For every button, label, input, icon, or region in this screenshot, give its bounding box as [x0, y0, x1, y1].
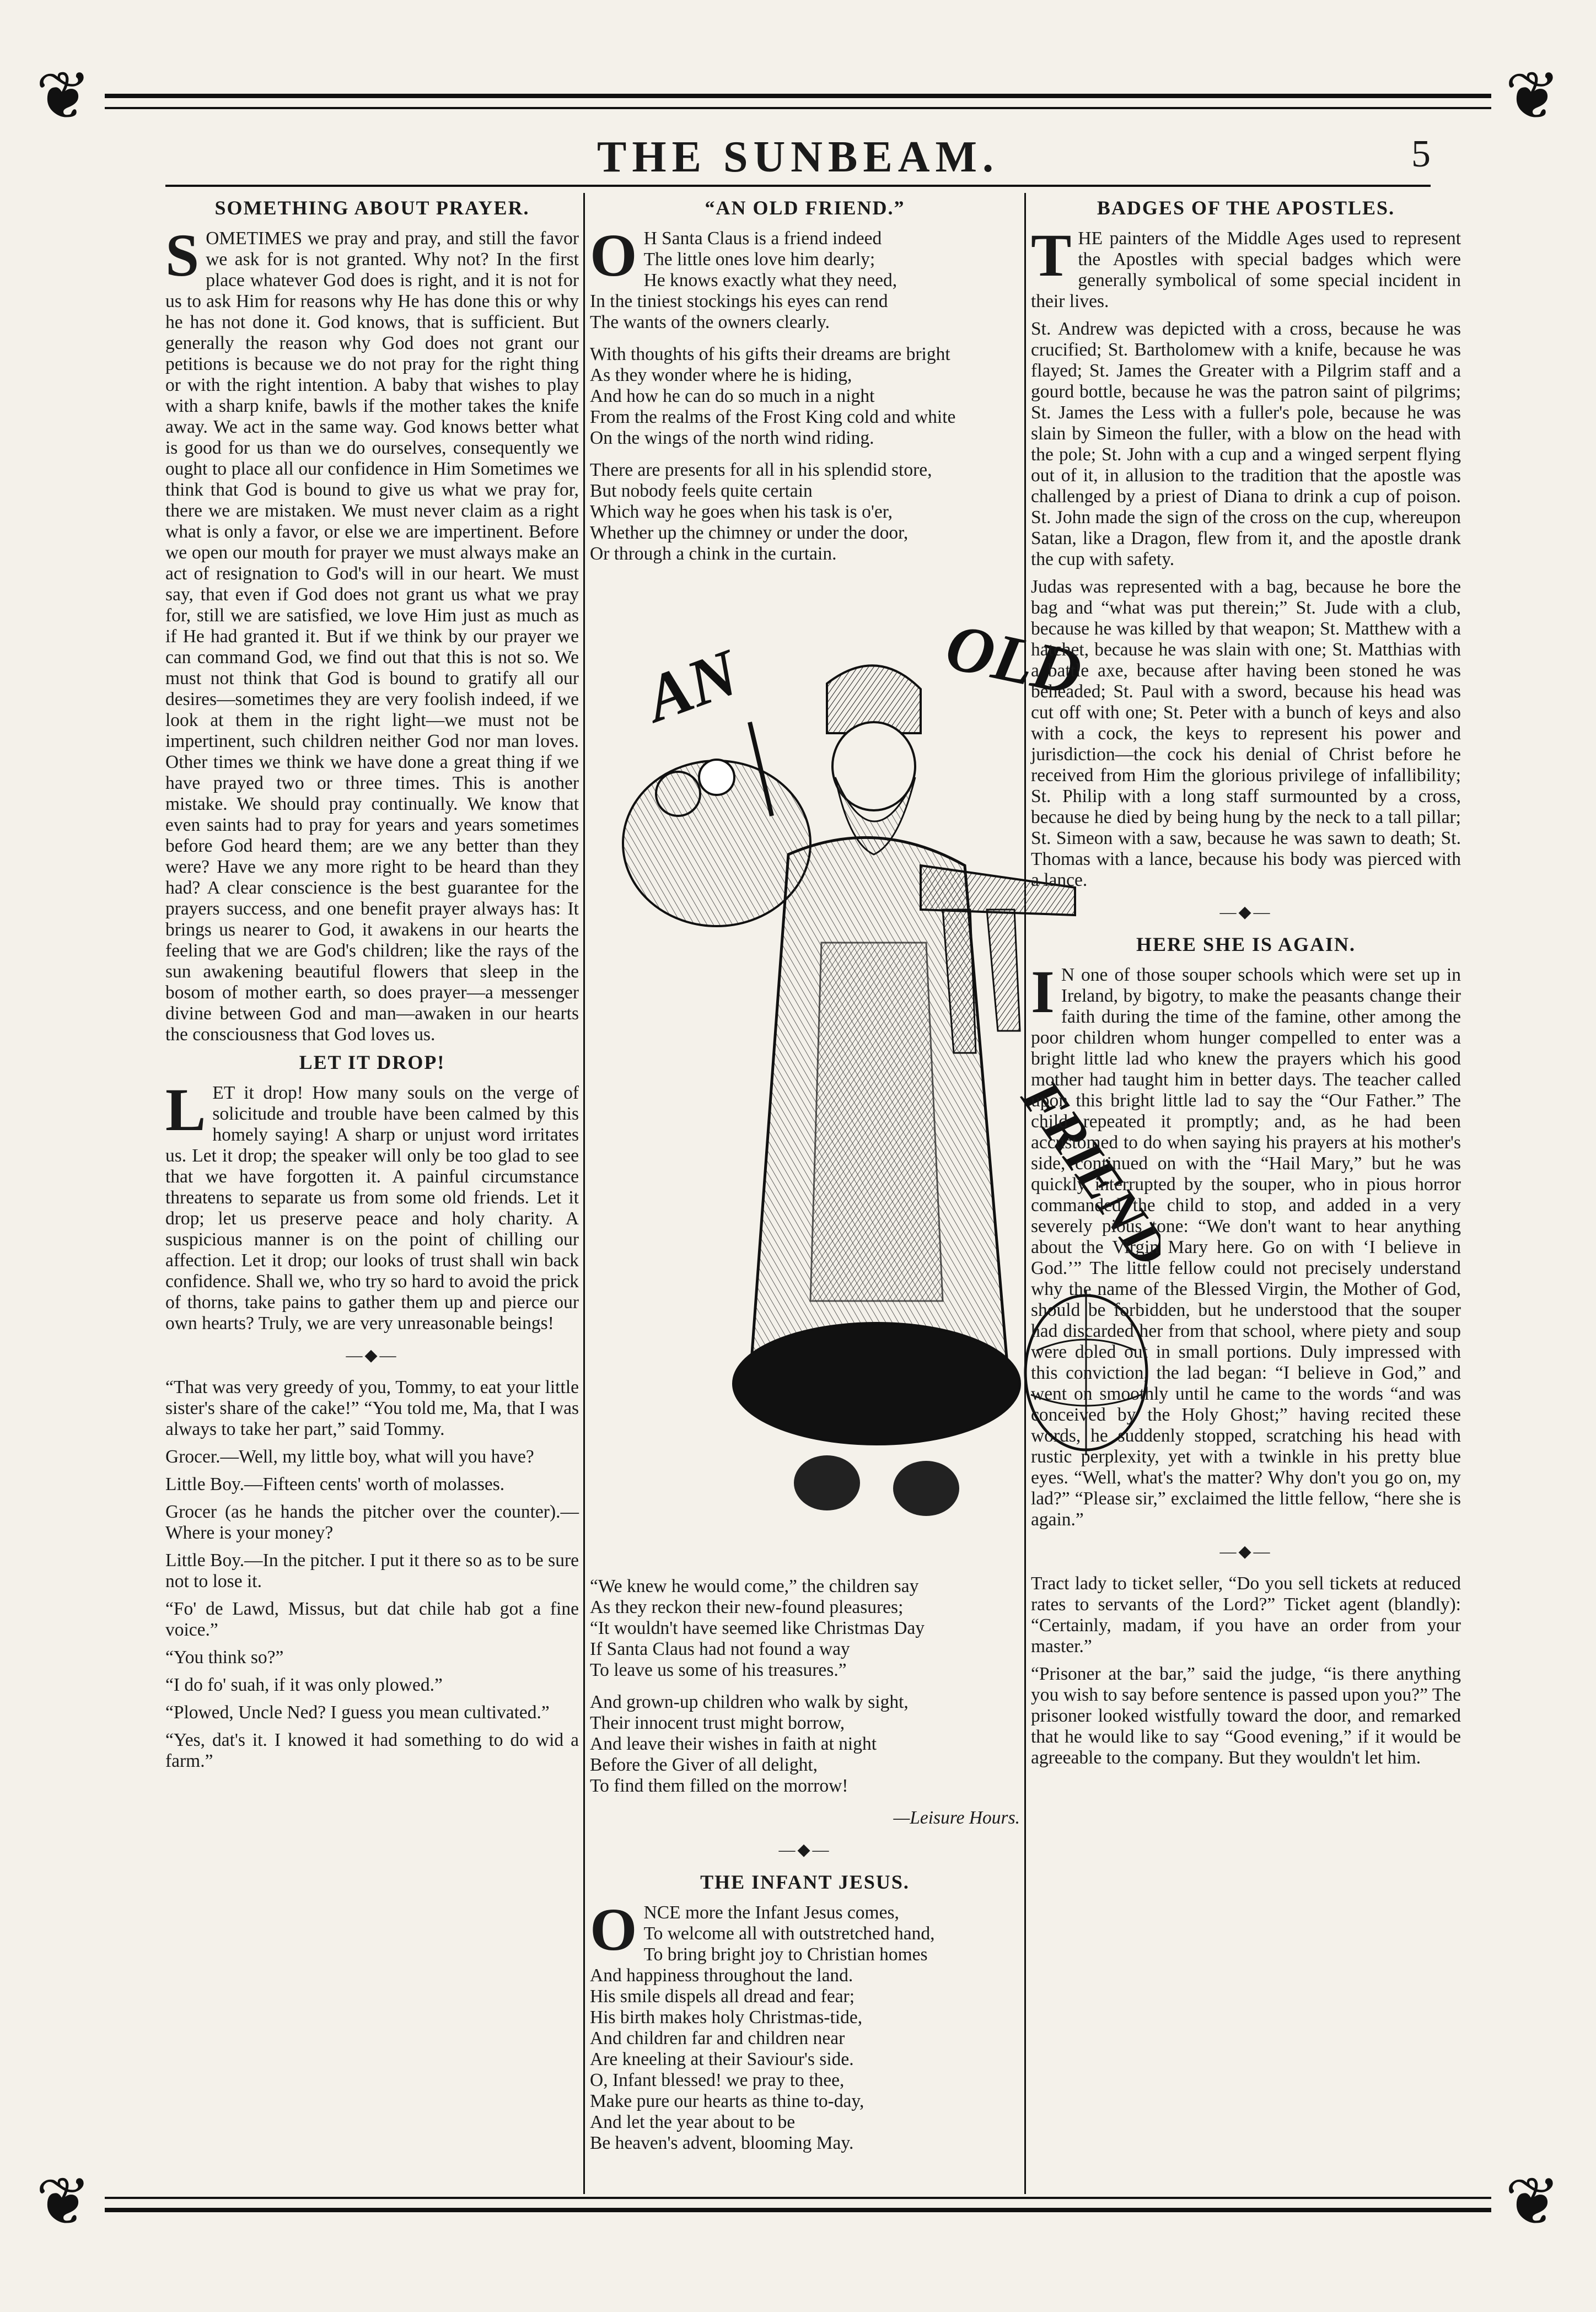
- column-divider: [583, 193, 585, 2194]
- joke-paragraph: “Plowed, Uncle Ned? I guess you mean cultivated.”: [165, 1702, 550, 1723]
- joke-paragraph: “That was very greedy of you, Tommy, to eat your little sister's share of the cake!” “You told me, Ma, that I was always to take her part,” said Tommy.: [165, 1377, 579, 1439]
- article-body: [165, 1076, 579, 1334]
- article-text: N one of those souper schools which were set up in Ireland, by bigotry, to make the peasants change their faith during the time of the famine, other among the poor children whom hunger compelled to enter was a bright little lad who knew the prayers which his good mother had taught him in better days. The teacher called upon this bright little lad to say the “Our Father.” The child repeated it promptly; and, as he had been accustomed to do when saying his prayers at his mother's side, continued on with the “Hail Mary,” but he was quickly interrupted by the souper, who in pious horror commanded the child to stop, and added in a very severely pious tone: “We don't want to hear anything about the Virgin Mary here. Go on with ‘I believe in God.’” The little fellow could not precisely understand why the name of the Blessed Virgin, the Mother of God, should be forbidden, but he understood that the souper had discarded her from that school, where piety and soup were doled out in small portions. Duly impressed with this conviction, the lad began: “I believe in God,” and went on smoothly until he came to the words “and was conceived by the Holy Ghost;” having recited these words, he suddenly stopped, scratching his head with rustic perplexity, yet with a twinkle in his pretty blue eyes. “Well, what's the matter? Why don't you go on, my lad?” “Please sir,” exclaimed the little fellow, “here she is again.”: [1031, 965, 1461, 1530]
- article-body: St. Andrew was depicted with a cross, because he was crucified; St. Bartholomew with a knife, because he was flayed; St. James the Greater with a Pilgrim staff and a gourd bottle, because he was the patron saint of pilgrims; St. James the Less with a fuller's pole, because he was slain by Simeon the fuller, with a blow on the head with the pole; St. John with a cup and a winged serpent flying out of it, in allusion to the tradition that the apostle was challenged by a priest of Diana to drink a cup of poison. St. John made the sign of the cross on the cup, whereupon Satan, like a Dragon, flew from it, and the apostle drank the cup with safety.: [1031, 319, 1461, 569]
- joke-paragraph: Little Boy.—Fifteen cents' worth of molasses.: [165, 1474, 505, 1494]
- drop-cap: L: [165, 1076, 206, 1143]
- drop-cap: O: [590, 1896, 637, 1963]
- poem-credit: —Leisure Hours.: [893, 1808, 1020, 1828]
- article-heading: HERE SHE IS AGAIN.: [1136, 933, 1356, 955]
- joke-paragraph: Grocer.—Well, my little boy, what will you have?: [165, 1447, 534, 1467]
- article-text: HE painters of the Middle Ages used to represent the Apostles with special badges which were generally symbolical of some special incident in their lives.: [1031, 228, 1461, 311]
- poem-heading: THE INFANT JESUS.: [700, 1871, 910, 1893]
- article-text: ET it drop! How many souls on the verge of solicitude and trouble have been calmed by this homely saying! A sharp or unjust word irritates us. Let it drop; the speaker will only be too glad to see that we have forgotten it. A painful circumstance threatens to separate us from some old friends. Let it drop; let us preserve peace and holy charity. A suspicious manner is on the point of chilling our affection. Let it drop; our looks of trust shall win back confidence. Shall we, who try so hard to avoid the prick of thorns, take pains to gather them up and pierce our own hearts? Truly, we are very unreasonable beings!: [165, 1083, 579, 1334]
- poem-text: NCE more the Infant Jesus comes, To welcome all with outstretched hand, To bring bright joy to Christian homes And happiness throughout the land. His smile dispels all dread and fear; His birth makes holy Christmas-tide, And children far and children near Are kneeling at their Saviour's side. O, Infant blessed! we pray to thee, Make pure our hearts as thine to-day, And let the year about to be Be heaven's advent, blooming May.: [590, 1902, 935, 2153]
- page-number: 5: [1411, 133, 1431, 175]
- page-title: THE SUNBEAM.: [597, 133, 999, 181]
- article-body: Judas was represented with a bag, because he bore the bag and “what was put therein;” St. Jude with a club, because he was killed by that weapon; St. Matthew with a hatchet, because he was slain with one; St. Matthias with a battle axe, because after having been stoned he was beheaded; St. Paul with a sword, because his head was cut off with one; St. Peter with a bunch of keys and also with a cock, the keys to represent his power and jurisdiction—the cock his denial of Christ before he received from Him the glorious privilege of infallibility; St. Philip with a long staff surmounted by a cross, because he died by being hung by the neck to a tall pillar; St. Simeon with a saw, because he was sawn to death; St. Thomas with a lance, because his body was pierced with a lance.: [1031, 577, 1461, 890]
- article-heading: BADGES OF THE APOSTLES.: [1097, 197, 1395, 219]
- illustration-lettering: AN: [636, 635, 748, 736]
- joke-paragraph: “Fo' de Lawd, Missus, but dat chile hab got a fine voice.”: [165, 1599, 579, 1640]
- masthead: [165, 132, 1431, 187]
- poem-stanza: “We knew he would come,” the children say As they reckon their new-found pleasures; “It wouldn't have seemed like Christmas Day If Santa Claus had not found a way To leave us some of his treasures.”: [590, 1576, 925, 1680]
- joke-paragraph: “Yes, dat's it. I knowed it had something to do wid a farm.”: [165, 1730, 579, 1771]
- drop-cap: O: [590, 222, 637, 289]
- article-body: [1031, 222, 1461, 312]
- illustration-lettering: OLD: [939, 609, 1088, 709]
- section-divider: ―◆―: [1219, 1542, 1272, 1561]
- section-divider: ―◆―: [1219, 903, 1272, 921]
- article-heading: LET IT DROP!: [299, 1051, 445, 1073]
- poem-stanza: With thoughts of his gifts their dreams are bright As they wonder where he is hiding, And how he can do so much in a night From the realms of the Frost King cold and white On the wings of the north wind riding.: [590, 344, 956, 448]
- article-heading: SOMETHING ABOUT PRAYER.: [214, 197, 530, 219]
- poem-stanza: [590, 1896, 1020, 2154]
- column-left: [165, 193, 579, 2200]
- poem-heading: “AN OLD FRIEND.”: [705, 197, 905, 219]
- joke-paragraph: “Prisoner at the bar,” said the judge, “is there anything you wish to say before sentence is passed upon you?” The prisoner looked wistfully toward the door, and remarked that he would like to say “Good evening,” if it would be agreeable to the company. But they wouldn't let him.: [1031, 1664, 1461, 1768]
- top-border-rule: [105, 94, 1491, 109]
- poem-stanza: [590, 222, 1020, 333]
- section-divider: ―◆―: [778, 1841, 831, 1859]
- corner-ornament-icon: ❦: [1504, 2165, 1561, 2239]
- corner-ornament-icon: ❦: [35, 60, 92, 133]
- corner-ornament-icon: ❦: [1504, 60, 1561, 133]
- illustration-lettering: FRIEND: [1009, 1068, 1160, 1277]
- poem-text: H Santa Claus is a friend indeed The little ones love him dearly; He knows exactly what they need, In the tiniest stockings his eyes can rend The wants of the owners clearly.: [590, 228, 898, 332]
- article-text: OMETIMES we pray and pray, and still the favor we ask for is not granted. Why not? In the first place whatever God does is right, and it is not for us to ask Him for reasons why He has done this or why he has not done it. God knows, that is sufficient. But generally the reason why God does not grant our petitions is because we do not pray for the right thing or with the right intention. A baby that wishes to play with a sharp knife, bawls if the mother takes the knife away. We act in the same way. God knows better what is good for us than we do ourselves, consequently we ought to place all our confidence in Him Sometimes we think that God is bound to give us what we pray for, there we are mistaken. We must never claim as a right what is only a favor, or else we are impertinent. Before we open our mouth for prayer we must always make an act of resignation to God's will in our heart. We must say, that even if God does not grant us what we pray for, still we are satisfied, we love Him just as much as if He had granted it. But if we think by our prayer we can command God, we find out that this is not so. We must not think that God is bound to gratify all our desires—sometimes they are very foolish indeed, if we look at them in the right light—we must not be impertinent, such children neither God nor man loves. Other times we think we have done a great thing if we have prayed two or three times. This is another mistake. We should pray continually. We know that even saints had to pray for years and years sometimes before God heard them; are we any better than they were? Have we any more right to be heard than they had? A clear conscience is the best guarantee for the prayers success, and one benefit prayer always has: It brings us nearer to God, it awakens in our hearts the feeling that we are God's children; like the rays of the sun awakening beautiful flowers that sleep in the bosom of mother earth, so does prayer—a messenger divine between God and man—awaken in our hearts the consciousness that God loves us.: [165, 228, 579, 1045]
- header-rule: [165, 185, 1431, 187]
- article-body: [165, 222, 579, 1045]
- corner-ornament-icon: ❦: [35, 2165, 92, 2239]
- section-divider: ―◆―: [346, 1346, 399, 1364]
- poem-stanza: There are presents for all in his splendid store, But nobody feels quite certain Which way he goes when his task is o'er, Whether up the chimney or under the door, Or through a chink in the curtain.: [590, 460, 932, 564]
- joke-paragraph: Tract lady to ticket seller, “Do you sell tickets at reduced rates to servants of the Lord?” Ticket agent (blandly): “Certainly, madam, if you have an order from your master.”: [1031, 1573, 1461, 1657]
- joke-paragraph: Little Boy.—In the pitcher. I put it there so as to be sure not to lose it.: [165, 1550, 579, 1591]
- drop-cap: S: [165, 222, 200, 289]
- column-right: [1031, 193, 1461, 2200]
- joke-paragraph: “You think so?”: [165, 1647, 284, 1668]
- drop-cap: T: [1031, 222, 1072, 289]
- article-body: [1031, 958, 1461, 1530]
- poem-stanza: And grown-up children who walk by sight, Their innocent trust might borrow, And leave their wishes in faith at night Before the Giver of all delight, To find them filled on the morrow!: [590, 1692, 909, 1796]
- drop-cap: I: [1031, 958, 1055, 1025]
- joke-paragraph: “I do fo' suah, if it was only plowed.”: [165, 1675, 443, 1695]
- joke-paragraph: Grocer (as he hands the pitcher over the counter).—Where is your money?: [165, 1502, 579, 1543]
